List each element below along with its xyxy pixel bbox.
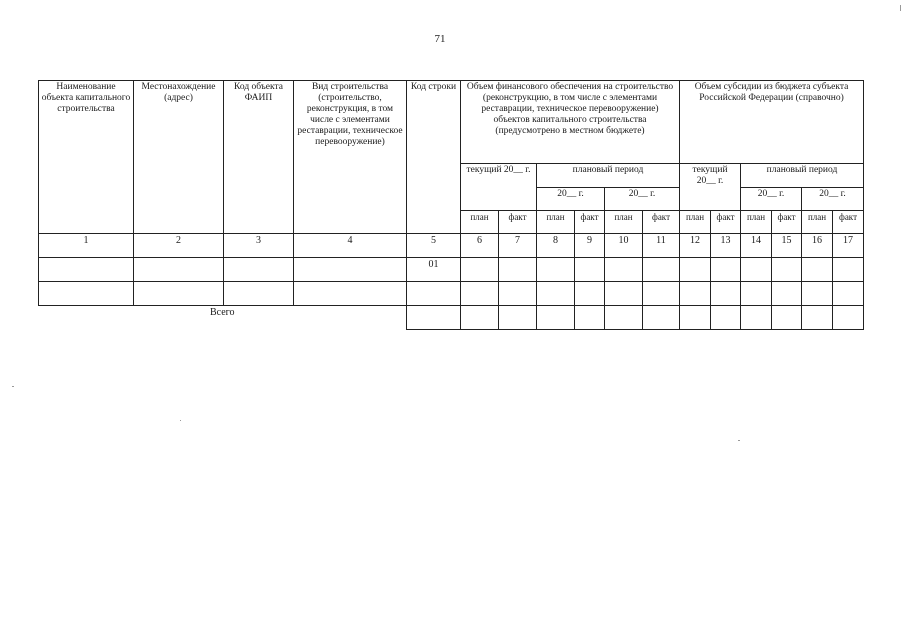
cell-row-code: 01: [407, 258, 461, 282]
subsidy-planned-period: плановый период: [741, 164, 864, 188]
cell-value[interactable]: [575, 258, 605, 282]
cell-value[interactable]: [643, 282, 680, 306]
cell-value[interactable]: [741, 282, 772, 306]
financing-current-year: текущий 20__ г.: [461, 164, 537, 211]
subsidy-current-year: текущий 20__ г.: [680, 164, 741, 211]
fact-header: факт: [833, 211, 864, 234]
scan-speck: [180, 420, 181, 421]
header-object-name: Наименование объекта капитального строительства: [39, 81, 134, 234]
financing-year-1: 20__ г.: [537, 187, 605, 211]
financing-year-2: 20__ г.: [605, 187, 680, 211]
fact-header: факт: [711, 211, 741, 234]
total-value[interactable]: [461, 306, 499, 330]
fact-header: факт: [499, 211, 537, 234]
column-number-row: [39, 234, 864, 258]
header-location: Местонахождение (адрес): [134, 81, 224, 234]
total-label: Всего: [39, 306, 407, 330]
cell-value[interactable]: [711, 282, 741, 306]
cell-value[interactable]: [802, 282, 833, 306]
total-value[interactable]: [680, 306, 711, 330]
column-number: 16: [802, 234, 833, 258]
plan-header: план: [741, 211, 772, 234]
plan-header: план: [461, 211, 499, 234]
column-number: 3: [224, 234, 294, 258]
cell-construction-type[interactable]: [294, 258, 407, 282]
cell-value[interactable]: [680, 282, 711, 306]
fact-header: факт: [575, 211, 605, 234]
column-number: 10: [605, 234, 643, 258]
column-number: 15: [772, 234, 802, 258]
total-value[interactable]: [802, 306, 833, 330]
total-value[interactable]: [537, 306, 575, 330]
scan-speck: [900, 5, 901, 11]
cell-construction-type[interactable]: [294, 282, 407, 306]
fact-header: факт: [772, 211, 802, 234]
cell-value[interactable]: [499, 282, 537, 306]
cell-value[interactable]: [833, 258, 864, 282]
header-faip-code: Код объекта ФАИП: [224, 81, 294, 234]
table-row: [39, 258, 864, 282]
subsidy-year-1: 20__ г.: [741, 187, 802, 211]
total-value[interactable]: [711, 306, 741, 330]
total-value[interactable]: [833, 306, 864, 330]
header-subsidy: Объем субсидии из бюджета субъекта Российской Федерации (справочно): [680, 81, 864, 164]
column-number: 5: [407, 234, 461, 258]
total-row: [39, 306, 864, 330]
scan-speck: [12, 386, 14, 387]
plan-header: план: [537, 211, 575, 234]
cell-value[interactable]: [605, 258, 643, 282]
total-value[interactable]: [643, 306, 680, 330]
total-value[interactable]: [605, 306, 643, 330]
plan-header: план: [680, 211, 711, 234]
cell-faip-code[interactable]: [224, 258, 294, 282]
total-row-code: [407, 306, 461, 330]
cell-value[interactable]: [461, 258, 499, 282]
cell-object-name[interactable]: [39, 282, 134, 306]
cell-value[interactable]: [499, 258, 537, 282]
column-number: 4: [294, 234, 407, 258]
plan-header: план: [605, 211, 643, 234]
cell-row-code: [407, 282, 461, 306]
cell-object-name[interactable]: [39, 258, 134, 282]
financing-form-table: [38, 80, 864, 330]
cell-value[interactable]: [680, 258, 711, 282]
cell-value[interactable]: [643, 258, 680, 282]
column-number: 7: [499, 234, 537, 258]
column-number: 2: [134, 234, 224, 258]
column-number: 11: [643, 234, 680, 258]
cell-value[interactable]: [772, 282, 802, 306]
fact-header: факт: [643, 211, 680, 234]
total-value[interactable]: [741, 306, 772, 330]
cell-faip-code[interactable]: [224, 282, 294, 306]
cell-value[interactable]: [833, 282, 864, 306]
column-number: 8: [537, 234, 575, 258]
column-number: 13: [711, 234, 741, 258]
header-row-code: Код строки: [407, 81, 461, 234]
cell-value[interactable]: [575, 282, 605, 306]
column-number: 9: [575, 234, 605, 258]
cell-value[interactable]: [741, 258, 772, 282]
cell-value[interactable]: [537, 258, 575, 282]
cell-location[interactable]: [134, 258, 224, 282]
column-number: 14: [741, 234, 772, 258]
column-number: 1: [39, 234, 134, 258]
total-value[interactable]: [499, 306, 537, 330]
cell-value[interactable]: [537, 282, 575, 306]
subsidy-year-2: 20__ г.: [802, 187, 864, 211]
cell-value[interactable]: [461, 282, 499, 306]
column-number: 17: [833, 234, 864, 258]
header-construction-type: Вид строительства (строительство, реконструкция, в том числе с элементами реставрации, техническое перевооружение): [294, 81, 407, 234]
page-number: 71: [434, 33, 446, 45]
cell-value[interactable]: [605, 282, 643, 306]
scan-speck: [738, 440, 740, 441]
header-financing: Объем финансового обеспечения на строительство (реконструкцию, в том числе с элементами реставрации, техническое перевооружение) объектов капитального строительства (предусмотрено в местном бюджете): [461, 81, 680, 164]
cell-value[interactable]: [802, 258, 833, 282]
cell-value[interactable]: [711, 258, 741, 282]
column-number: 6: [461, 234, 499, 258]
table-row: [39, 282, 864, 306]
total-value[interactable]: [772, 306, 802, 330]
financing-planned-period: плановый период: [537, 164, 680, 188]
total-value[interactable]: [575, 306, 605, 330]
column-number: 12: [680, 234, 711, 258]
plan-header: план: [802, 211, 833, 234]
cell-value[interactable]: [772, 258, 802, 282]
cell-location[interactable]: [134, 282, 224, 306]
